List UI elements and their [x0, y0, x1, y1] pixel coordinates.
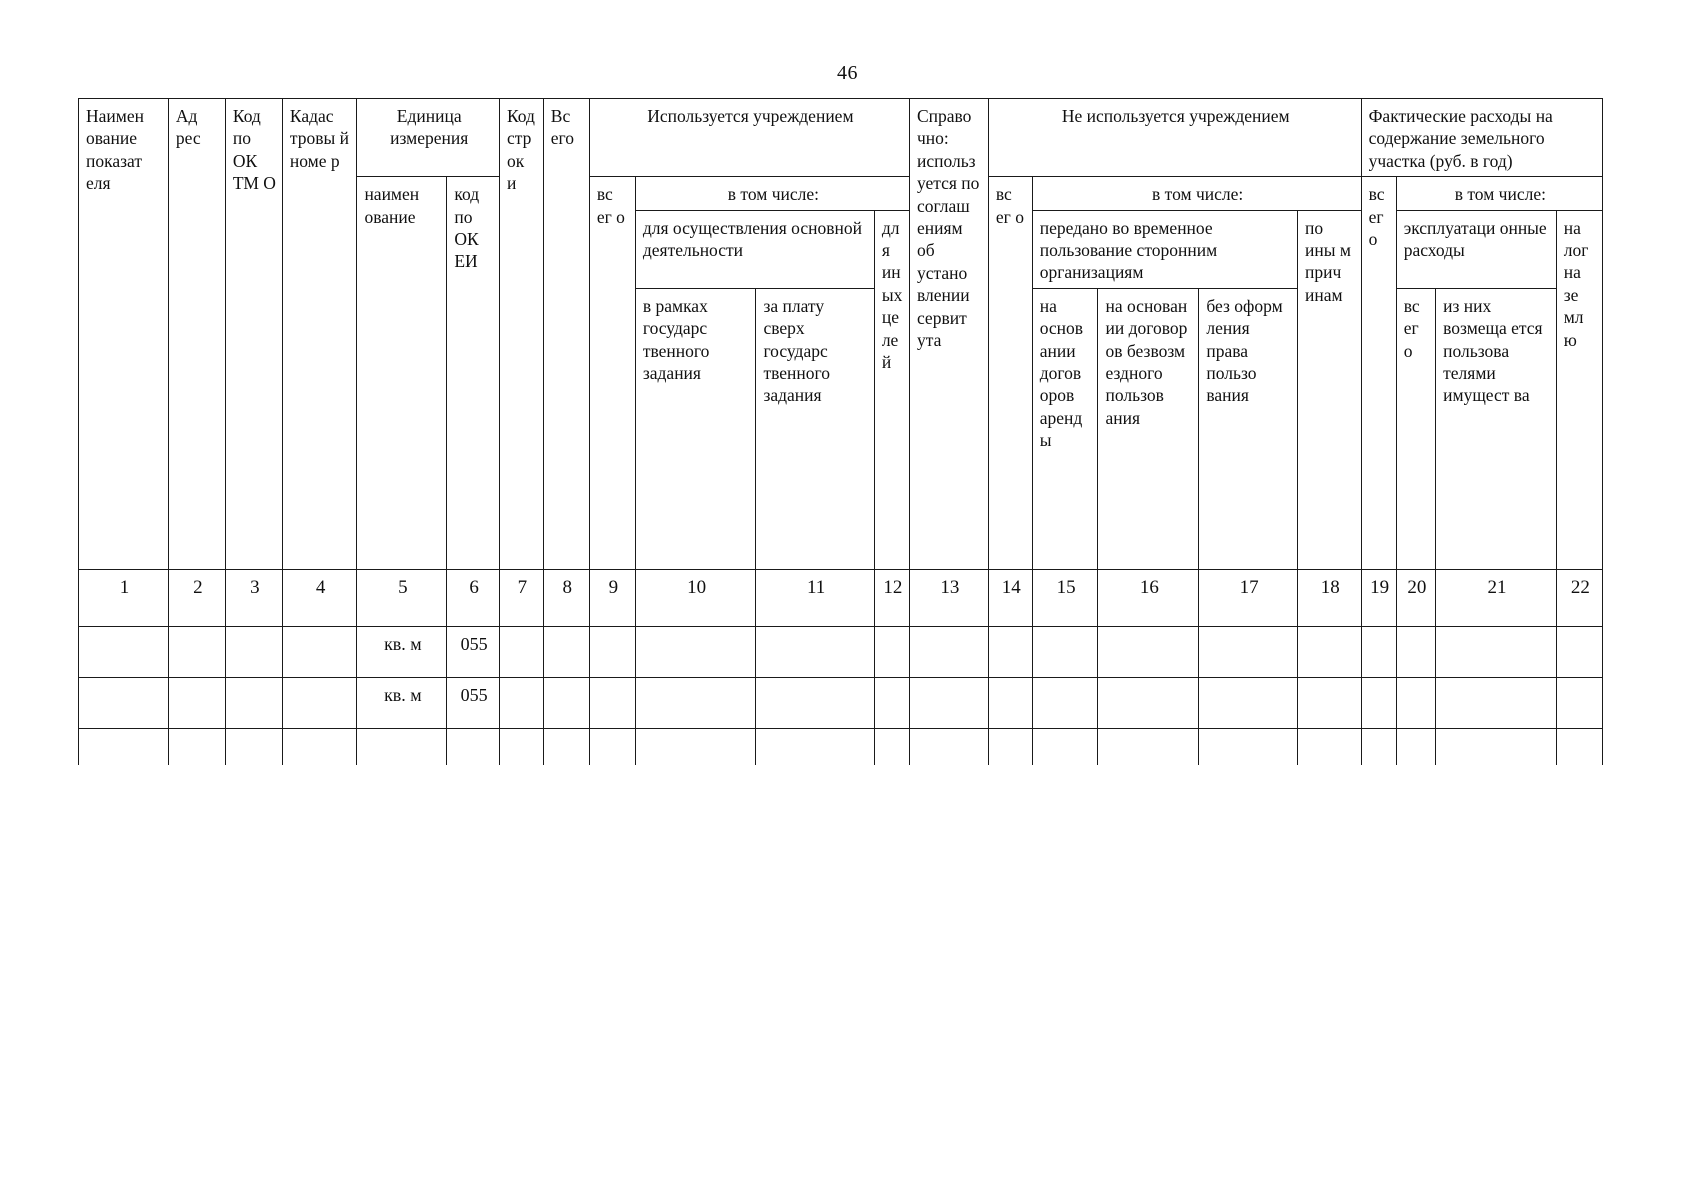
cell-within-state-task[interactable] — [635, 626, 756, 677]
cell-other-reasons[interactable] — [1298, 677, 1362, 728]
cell-land-tax[interactable] — [1556, 626, 1602, 677]
spacer-cell — [225, 728, 282, 765]
spacer-cell — [543, 728, 589, 765]
cell-indicator-name[interactable] — [79, 626, 169, 677]
cell-without-registration[interactable] — [1199, 677, 1298, 728]
col-expenses-total-header: вс ег о — [1361, 177, 1396, 570]
table-bottom-spacer-row — [79, 728, 1603, 765]
column-number-cell: 2 — [168, 569, 225, 626]
column-number-cell: 20 — [1396, 569, 1435, 626]
col-reimbursed-by-users-header: из них возмеща ется пользова телями имущест ва — [1436, 288, 1557, 569]
spacer-cell — [589, 728, 635, 765]
cell-for-other-purposes[interactable] — [874, 626, 909, 677]
spacer-cell — [909, 728, 988, 765]
spacer-cell — [635, 728, 756, 765]
cell-expenses-subtotal[interactable] — [1396, 677, 1435, 728]
column-number-cell: 17 — [1199, 569, 1298, 626]
spacer-cell — [168, 728, 225, 765]
land-plot-form-table — [78, 98, 1603, 765]
cell-unit-name[interactable]: кв. м — [357, 626, 447, 677]
col-expenses-subtotal-header: вс ег о — [1396, 288, 1435, 569]
cell-total[interactable] — [543, 677, 589, 728]
spacer-cell — [1032, 728, 1098, 765]
cell-reference-servitude[interactable] — [909, 677, 988, 728]
col-for-main-activity-header: для осуществления основной деятельности — [635, 210, 874, 288]
column-number-cell: 1 — [79, 569, 169, 626]
col-line-code-header: Код стр ок и — [499, 99, 543, 570]
cell-cadastral-number[interactable] — [282, 626, 357, 677]
column-number-cell: 7 — [499, 569, 543, 626]
column-number-cell: 11 — [756, 569, 874, 626]
col-indicator-name-header: Наимен ование показат еля — [79, 99, 169, 570]
cell-address[interactable] — [168, 677, 225, 728]
spacer-cell — [499, 728, 543, 765]
col-based-on-free-use-header: на основан ии договор ов безвозм ездного пользов ания — [1098, 288, 1199, 569]
spacer-cell — [282, 728, 357, 765]
cell-based-on-free-use[interactable] — [1098, 626, 1199, 677]
col-unit-name-header: наимен ование — [357, 177, 447, 570]
column-number-cell: 5 — [357, 569, 447, 626]
cell-used-total[interactable] — [589, 677, 635, 728]
col-address-header: Ад рес — [168, 99, 225, 570]
subgroup-notused-including-header: в том числе: — [1032, 177, 1361, 210]
cell-other-reasons[interactable] — [1298, 626, 1362, 677]
cell-expenses-subtotal[interactable] — [1396, 626, 1435, 677]
cell-paid-above-state-task[interactable] — [756, 677, 874, 728]
col-operating-expenses-header: эксплуатаци онные расходы — [1396, 210, 1556, 288]
cell-total[interactable] — [543, 626, 589, 677]
col-for-other-purposes-header: дл я ин ых це ле й — [874, 210, 909, 569]
cell-within-state-task[interactable] — [635, 677, 756, 728]
cell-based-on-free-use[interactable] — [1098, 677, 1199, 728]
col-total-header: Вс его — [543, 99, 589, 570]
cell-expenses-total[interactable] — [1361, 626, 1396, 677]
col-cadastral-number-header: Кадас тровы й номе р — [282, 99, 357, 570]
column-number-cell: 14 — [988, 569, 1032, 626]
cell-without-registration[interactable] — [1199, 626, 1298, 677]
column-number-cell: 19 — [1361, 569, 1396, 626]
col-land-tax-header: на лог на зе мл ю — [1556, 210, 1602, 569]
group-used-by-institution-header: Используется учреждением — [589, 99, 909, 177]
cell-reference-servitude[interactable] — [909, 626, 988, 677]
column-number-cell: 9 — [589, 569, 635, 626]
cell-land-tax[interactable] — [1556, 677, 1602, 728]
col-reference-servitude-header: Справо чно: использ уется по соглаш ениям об устано влении сервит ута — [909, 99, 988, 570]
subgroup-expenses-including-header: в том числе: — [1396, 177, 1602, 210]
spacer-cell — [357, 728, 447, 765]
cell-paid-above-state-task[interactable] — [756, 626, 874, 677]
column-number-cell: 3 — [225, 569, 282, 626]
col-unit-of-measure-header: Единица измерения — [357, 99, 500, 177]
column-number-cell: 18 — [1298, 569, 1362, 626]
column-number-cell: 15 — [1032, 569, 1098, 626]
cell-expenses-total[interactable] — [1361, 677, 1396, 728]
spacer-cell — [1436, 728, 1557, 765]
subgroup-used-including-header: в том числе: — [635, 177, 909, 210]
cell-oktmo-code[interactable] — [225, 677, 282, 728]
col-notused-total-header: вс ег о — [988, 177, 1032, 570]
column-number-cell: 22 — [1556, 569, 1602, 626]
column-number-cell: 16 — [1098, 569, 1199, 626]
spacer-cell — [1361, 728, 1396, 765]
form-table — [78, 98, 1603, 765]
col-based-on-lease-header: на основ ании догов оров аренд ы — [1032, 288, 1098, 569]
cell-okei-code[interactable]: 055 — [447, 626, 500, 677]
spacer-cell — [874, 728, 909, 765]
cell-address[interactable] — [168, 626, 225, 677]
spacer-cell — [79, 728, 169, 765]
cell-based-on-lease[interactable] — [1032, 626, 1098, 677]
col-oktmo-header: Код по ОК ТМ О — [225, 99, 282, 570]
cell-indicator-name[interactable] — [79, 677, 169, 728]
cell-unit-name[interactable]: кв. м — [357, 677, 447, 728]
column-number-cell: 4 — [282, 569, 357, 626]
cell-line-code[interactable] — [499, 626, 543, 677]
page-number: 46 — [837, 62, 858, 84]
spacer-cell — [988, 728, 1032, 765]
table-row[interactable] — [79, 677, 1603, 728]
cell-cadastral-number[interactable] — [282, 677, 357, 728]
table-row[interactable] — [79, 626, 1603, 677]
spacer-cell — [756, 728, 874, 765]
cell-based-on-lease[interactable] — [1032, 677, 1098, 728]
col-other-reasons-header: по ины м прич инам — [1298, 210, 1362, 569]
spacer-cell — [447, 728, 500, 765]
group-actual-expenses-header: Фактические расходы на содержание земельного участка (руб. в год) — [1361, 99, 1602, 177]
col-within-state-task-header: в рамках государс твенного задания — [635, 288, 756, 569]
col-okei-code-header: код по ОК ЕИ — [447, 177, 500, 570]
cell-okei-code[interactable]: 055 — [447, 677, 500, 728]
cell-oktmo-code[interactable] — [225, 626, 282, 677]
spacer-cell — [1098, 728, 1199, 765]
cell-reimbursed-by-users[interactable] — [1436, 677, 1557, 728]
cell-reimbursed-by-users[interactable] — [1436, 626, 1557, 677]
spacer-cell — [1396, 728, 1435, 765]
column-number-cell: 21 — [1436, 569, 1557, 626]
cell-for-other-purposes[interactable] — [874, 677, 909, 728]
col-used-total-header: вс ег о — [589, 177, 635, 570]
column-number-row — [79, 569, 1603, 626]
col-without-registration-header: без оформ ления права пользо вания — [1199, 288, 1298, 569]
column-number-cell: 12 — [874, 569, 909, 626]
cell-used-total[interactable] — [589, 626, 635, 677]
column-number-cell: 8 — [543, 569, 589, 626]
spacer-cell — [1556, 728, 1602, 765]
spacer-cell — [1199, 728, 1298, 765]
cell-notused-total[interactable] — [988, 626, 1032, 677]
cell-notused-total[interactable] — [988, 677, 1032, 728]
group-not-used-by-institution-header: Не используется учреждением — [988, 99, 1361, 177]
column-number-cell: 6 — [447, 569, 500, 626]
header-row-1 — [79, 99, 1603, 177]
col-paid-above-state-task-header: за плату сверх государс твенного задания — [756, 288, 874, 569]
column-number-cell: 10 — [635, 569, 756, 626]
col-transferred-temporary-use-header: передано во временное пользование сторонним организациям — [1032, 210, 1297, 288]
spacer-cell — [1298, 728, 1362, 765]
cell-line-code[interactable] — [499, 677, 543, 728]
column-number-cell: 13 — [909, 569, 988, 626]
